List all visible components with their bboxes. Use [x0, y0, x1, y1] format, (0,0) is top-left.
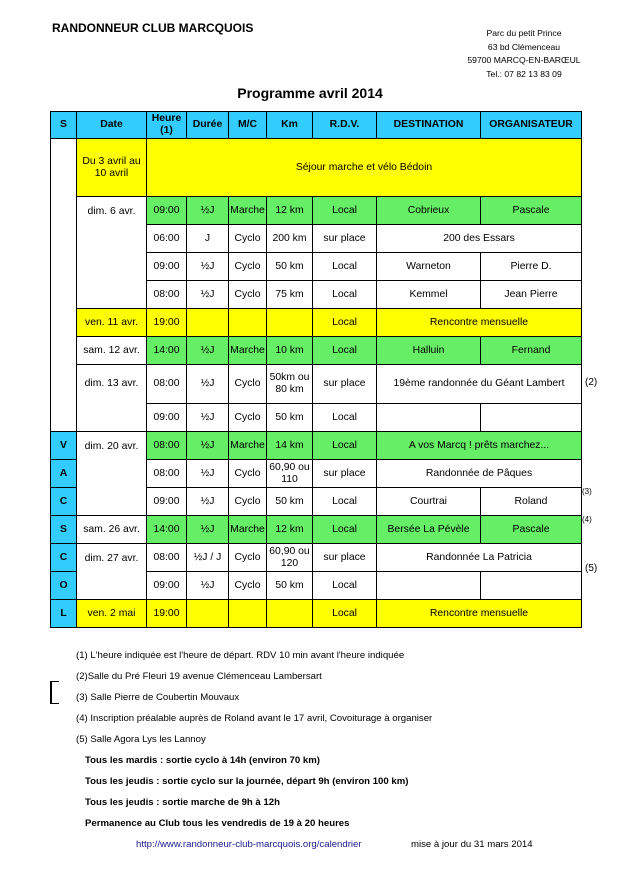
organisateur-cell: Fernand [481, 337, 582, 365]
destination-cell [377, 404, 481, 432]
km-cell: 200 km [267, 225, 313, 253]
destination-cell: 200 des Essars [377, 225, 582, 253]
destination-cell: Warneton [377, 253, 481, 281]
heure-cell: 09:00 [147, 197, 187, 225]
destination-cell: 19ème randonnée du Géant Lambert [377, 365, 582, 404]
update-date: mise à jour du 31 mars 2014 [411, 839, 533, 850]
heure-cell: 08:00 [147, 365, 187, 404]
mc-cell: Marche [229, 337, 267, 365]
note-marker: (2) [585, 377, 598, 388]
date-cell: Du 3 avril au 10 avril [77, 139, 147, 197]
heure-cell: 06:00 [147, 225, 187, 253]
rdv-cell: sur place [313, 225, 377, 253]
event-cell: Séjour marche et vélo Bédoin [147, 139, 582, 197]
table-row [51, 309, 582, 337]
mc-cell: Cyclo [229, 365, 267, 404]
km-cell: 50 km [267, 572, 313, 600]
club-name: RANDONNEUR CLUB MARCQUOIS [52, 21, 254, 35]
duree-cell: ½J [187, 337, 229, 365]
header-km: Km [267, 112, 313, 139]
km-cell: 50 km [267, 404, 313, 432]
address-line: 59700 MARCQ-EN-BARŒUL [467, 55, 581, 65]
mc-cell [229, 309, 267, 337]
page-title: Programme avril 2014 [237, 85, 383, 101]
table-row [51, 139, 582, 197]
heure-cell: 14:00 [147, 337, 187, 365]
duree-cell: ½J [187, 516, 229, 544]
mc-cell: Cyclo [229, 572, 267, 600]
mc-cell: Marche [229, 197, 267, 225]
table-row [51, 432, 582, 460]
rdv-cell: Local [313, 197, 377, 225]
organisateur-cell: Pascale [481, 197, 582, 225]
destination-cell: Randonnée de Pâques [377, 460, 582, 488]
mc-cell: Cyclo [229, 281, 267, 309]
header-mc: M/C [229, 112, 267, 139]
header-s: S [51, 112, 77, 139]
heure-cell: 09:00 [147, 253, 187, 281]
header-organisateur: ORGANISATEUR [481, 112, 582, 139]
rdv-cell: Local [313, 572, 377, 600]
club-address [455, 27, 593, 81]
rdv-cell: Local [313, 404, 377, 432]
address-line: 63 bd Clémenceau [487, 41, 561, 52]
km-cell: 60,90 ou 120 [267, 544, 313, 572]
recurring-note: Tous les jeudis : sortie cyclo sur la journée, départ 9h (environ 100 km) [85, 776, 409, 787]
duree-cell: ½J [187, 432, 229, 460]
km-cell: 12 km [267, 197, 313, 225]
organisateur-cell [481, 404, 582, 432]
date-cell: dim. 20 avr. [77, 432, 147, 516]
destination-cell: Cobrieux [377, 197, 481, 225]
rdv-cell: Local [313, 488, 377, 516]
note-marker: (4) [582, 515, 592, 524]
header-date: Date [77, 112, 147, 139]
table-row [51, 197, 582, 225]
s-letter: S [51, 516, 77, 544]
s-letter: L [51, 600, 77, 628]
date-cell: ven. 11 avr. [77, 309, 147, 337]
address-line: Tel.: 07 82 13 83 09 [486, 68, 562, 79]
rdv-cell: Local [313, 309, 377, 337]
duree-cell: ½J [187, 281, 229, 309]
organisateur-cell: Jean Pierre [481, 281, 582, 309]
recurring-note: Tous les mardis : sortie cyclo à 14h (environ 70 km) [85, 755, 320, 766]
note-marker: (3) [582, 487, 592, 496]
table-header [51, 112, 582, 139]
duree-cell: ½J [187, 404, 229, 432]
footnote: (3) Salle Pierre de Coubertin Mouvaux [76, 692, 240, 703]
destination-cell: Rencontre mensuelle [377, 600, 582, 628]
organisateur-cell: Roland [481, 488, 582, 516]
recurring-note: Tous les jeudis : sortie marche de 9h à 12h [85, 797, 280, 808]
organisateur-cell [481, 572, 582, 600]
date-cell: dim. 6 avr. [77, 197, 147, 309]
footnote: (4) Inscription préalable auprès de Roland avant le 17 avril, Covoiturage à organiser [76, 713, 433, 724]
header-heure: Heure (1) [147, 112, 187, 139]
note-marker: (5) [585, 563, 598, 574]
margin-bracket [50, 681, 59, 704]
heure-cell: 08:00 [147, 432, 187, 460]
organisateur-cell: Pierre D. [481, 253, 582, 281]
date-cell: ven. 2 mai [77, 600, 147, 628]
heure-cell: 08:00 [147, 460, 187, 488]
address-line: Parc du petit Prince [486, 28, 562, 38]
mc-cell: Cyclo [229, 253, 267, 281]
km-cell: 50km ou 80 km [267, 365, 313, 404]
km-cell: 60,90 ou 110 [267, 460, 313, 488]
s-letter: A [51, 460, 77, 488]
table-row [51, 337, 582, 365]
destination-cell: Courtrai [377, 488, 481, 516]
km-cell: 12 km [267, 516, 313, 544]
header-duree: Durée [187, 112, 229, 139]
s-letter: C [51, 544, 77, 572]
duree-cell: ½J [187, 460, 229, 488]
destination-cell [377, 572, 481, 600]
mc-cell: Cyclo [229, 544, 267, 572]
programme-table [50, 111, 582, 628]
duree-cell [187, 309, 229, 337]
duree-cell: ½J [187, 253, 229, 281]
rdv-cell: Local [313, 516, 377, 544]
mc-cell: Cyclo [229, 488, 267, 516]
heure-cell: 09:00 [147, 404, 187, 432]
date-cell: sam. 26 avr. [77, 516, 147, 544]
table-row [51, 544, 582, 572]
duree-cell [187, 600, 229, 628]
heure-cell: 09:00 [147, 572, 187, 600]
heure-cell: 08:00 [147, 544, 187, 572]
rdv-cell: sur place [313, 544, 377, 572]
km-cell: 50 km [267, 488, 313, 516]
destination-cell: Bersée La Pévèle [377, 516, 481, 544]
date-cell: dim. 13 avr. [77, 365, 147, 432]
header-rdv: R.D.V. [313, 112, 377, 139]
mc-cell: Cyclo [229, 404, 267, 432]
mc-cell: Cyclo [229, 460, 267, 488]
rdv-cell: sur place [313, 460, 377, 488]
heure-cell: 19:00 [147, 309, 187, 337]
duree-cell: ½J [187, 365, 229, 404]
km-cell [267, 309, 313, 337]
recurring-note: Permanence au Club tous les vendredis de 19 à 20 heures [85, 818, 350, 829]
s-letter: C [51, 488, 77, 516]
footnotes [76, 645, 432, 834]
duree-cell: J [187, 225, 229, 253]
duree-cell: ½J [187, 572, 229, 600]
km-cell: 75 km [267, 281, 313, 309]
mc-cell: Cyclo [229, 225, 267, 253]
destination-cell: Rencontre mensuelle [377, 309, 582, 337]
rdv-cell: Local [313, 337, 377, 365]
heure-cell: 08:00 [147, 281, 187, 309]
s-letter: O [51, 572, 77, 600]
km-cell [267, 600, 313, 628]
website-url[interactable]: http://www.randonneur-club-marcquois.org/calendrier [136, 839, 362, 850]
duree-cell: ½J [187, 197, 229, 225]
duree-cell: ½J [187, 488, 229, 516]
table-row [51, 365, 582, 404]
mc-cell: Marche [229, 432, 267, 460]
rdv-cell: Local [313, 253, 377, 281]
header-destination: DESTINATION [377, 112, 481, 139]
s-cell [51, 139, 77, 432]
heure-cell: 14:00 [147, 516, 187, 544]
rdv-cell: Local [313, 432, 377, 460]
duree-cell: ½J / J [187, 544, 229, 572]
mc-cell [229, 600, 267, 628]
km-cell: 50 km [267, 253, 313, 281]
rdv-cell: sur place [313, 365, 377, 404]
destination-cell: Halluin [377, 337, 481, 365]
footnote: (5) Salle Agora Lys les Lannoy [76, 734, 206, 745]
date-cell: sam. 12 avr. [77, 337, 147, 365]
table-row [51, 600, 582, 628]
footnote: (2)Salle du Pré Fleuri 19 avenue Clémenceau Lambersart [76, 671, 322, 682]
organisateur-cell: Pascale [481, 516, 582, 544]
km-cell: 14 km [267, 432, 313, 460]
destination-cell: Randonnée La Patricia [377, 544, 582, 572]
km-cell: 10 km [267, 337, 313, 365]
heure-cell: 19:00 [147, 600, 187, 628]
destination-cell: Kemmel [377, 281, 481, 309]
table-row [51, 516, 582, 544]
date-cell: dim. 27 avr. [77, 544, 147, 600]
s-letter: V [51, 432, 77, 460]
rdv-cell: Local [313, 600, 377, 628]
destination-cell: A vos Marcq ! prêts marchez... [377, 432, 582, 460]
heure-cell: 09:00 [147, 488, 187, 516]
footnote: (1) L'heure indiquée est l'heure de départ. RDV 10 min avant l'heure indiquée [76, 650, 405, 661]
rdv-cell: Local [313, 281, 377, 309]
mc-cell: Marche [229, 516, 267, 544]
